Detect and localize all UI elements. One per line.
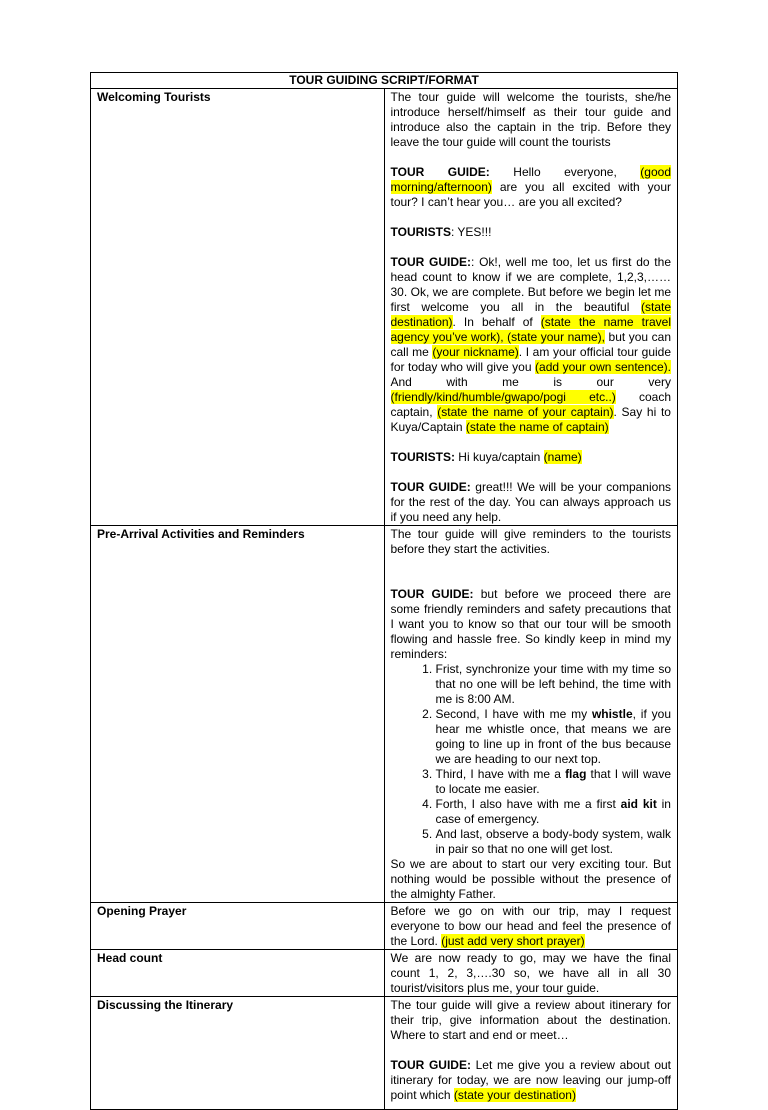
placeholder-highlight: (state the name of captain) bbox=[465, 420, 609, 434]
speaker-label: TOUR GUIDE: bbox=[390, 480, 471, 494]
pre-arrival-closing: So we are about to start our very exciting tour. But nothing would be possible without the presence of the almighty Father. bbox=[390, 857, 671, 901]
welcoming-intro: The tour guide will welcome the tourists, she/he introduce herself/himself as their tour guide and introduce also the captain in the trip. Before they leave the tour guide will count the tourists bbox=[390, 90, 671, 149]
placeholder-highlight: (friendly/kind/humble/gwapo/pogi etc..) bbox=[390, 390, 616, 404]
welcoming-guide-line-3: TOUR GUIDE: great!!! We will be your companions for the rest of the day. You can always approach us if you need any help. bbox=[390, 480, 671, 524]
list-item: 3. Third, I have with me a flag that I will wave to locate me easier. bbox=[436, 767, 672, 797]
placeholder-highlight: (state the name of your captain) bbox=[437, 405, 614, 419]
script-document bbox=[90, 72, 678, 1110]
welcoming-guide-line-1: TOUR GUIDE: Hello everyone, (good morning/afternoon) are you all excited with your tour? I can’t hear you… are you all excited? bbox=[390, 165, 671, 209]
section-content-headcount bbox=[384, 950, 678, 997]
reminders-list bbox=[391, 662, 672, 857]
script-table bbox=[90, 72, 678, 1110]
placeholder-highlight: (name) bbox=[543, 450, 582, 464]
section-label-itinerary: Discussing the Itinerary bbox=[91, 997, 385, 1110]
table-row-prayer bbox=[91, 903, 678, 950]
title-row bbox=[91, 73, 678, 89]
welcoming-tourists-line-1: TOURISTS: YES!!! bbox=[390, 225, 492, 239]
welcoming-tourists-line-2: TOURISTS: Hi kuya/captain (name) bbox=[390, 450, 582, 464]
document-title: TOUR GUIDING SCRIPT/FORMAT bbox=[91, 73, 678, 89]
headcount-text: We are now ready to go, may we have the final count 1, 2, 3,….30 so, we have all in all 30 tourist/visitors plus me, your tour guide. bbox=[390, 951, 671, 995]
placeholder-highlight: (state the name travel agency you’ve work), (state your name), bbox=[390, 315, 671, 344]
table-row-pre-arrival bbox=[91, 526, 678, 903]
placeholder-highlight: (state your destination) bbox=[453, 1088, 576, 1102]
placeholder-highlight: (just add very short prayer) bbox=[441, 934, 585, 948]
itinerary-intro: The tour guide will give a review about itinerary for their trip, give information about the destination. Where to start and end or meet… bbox=[390, 998, 671, 1042]
section-content-itinerary bbox=[384, 997, 678, 1110]
section-content-welcoming bbox=[384, 89, 678, 526]
placeholder-highlight: (good morning/afternoon) bbox=[390, 165, 671, 194]
table-row-headcount bbox=[91, 950, 678, 997]
speaker-label: TOUR GUIDE: bbox=[390, 1058, 471, 1072]
itinerary-guide-line: TOUR GUIDE: Let me give you a review about out itinerary for today, we are now leaving our jump-off point which (state your destination) bbox=[390, 1058, 671, 1102]
placeholder-highlight: (state destination) bbox=[390, 300, 671, 329]
list-item: 1. Frist, synchronize your time with my time so that no one will be left behind, the time with me is 8:00 AM. bbox=[436, 662, 672, 707]
speaker-label: TOUR GUIDE: bbox=[390, 255, 472, 269]
prayer-text: Before we go on with our trip, may I request everyone to bow our head and feel the presence of the Lord. (just add very short prayer) bbox=[390, 904, 671, 948]
placeholder-highlight: (add your own sentence). bbox=[535, 360, 671, 374]
section-label-headcount: Head count bbox=[91, 950, 385, 997]
pre-arrival-guide-line: TOUR GUIDE: but before we proceed there are some friendly reminders and safety precautions that I want you to know so that our tour will be smooth flowing and hassle free. So kindly keep in mind my reminders: bbox=[390, 587, 671, 661]
speaker-label: TOURISTS: bbox=[390, 450, 455, 464]
section-label-prayer: Opening Prayer bbox=[91, 903, 385, 950]
table-row-welcoming bbox=[91, 89, 678, 526]
speaker-label: TOUR GUIDE: bbox=[390, 587, 474, 601]
welcoming-guide-line-2: TOUR GUIDE:: Ok!, well me too, let us first do the head count to know if we are complete, 1,2,3,…… 30. Ok, we are complete. But before we begin let me first welcome you all in the beautiful (state destination). In behalf of (state the name travel agency you’ve work), (state your name), but you can call me (your nickname). I am your official tour guide for today who will give you (add your own sentence). And with me is our very (friendly/kind/humble/gwapo/pogi etc..) coach captain, (state the name of your captain). Say hi to Kuya/Captain (state the name of captain) bbox=[390, 255, 672, 434]
table-row-itinerary bbox=[91, 997, 678, 1110]
speaker-label: TOUR GUIDE: bbox=[390, 165, 490, 179]
list-item: 5. And last, observe a body-body system, walk in pair so that no one will get lost. bbox=[436, 827, 672, 857]
pre-arrival-intro: The tour guide will give reminders to the tourists before they start the activities. bbox=[390, 527, 671, 556]
section-label-welcoming: Welcoming Tourists bbox=[91, 89, 385, 526]
section-content-prayer bbox=[384, 903, 678, 950]
section-content-pre-arrival bbox=[384, 526, 678, 903]
placeholder-highlight: (your nickname) bbox=[432, 345, 519, 359]
list-item: 4. Forth, I also have with me a first aid kit in case of emergency. bbox=[436, 797, 672, 827]
section-label-pre-arrival: Pre-Arrival Activities and Reminders bbox=[91, 526, 385, 903]
speaker-label: TOURISTS bbox=[390, 225, 451, 239]
list-item: 2. Second, I have with me my whistle, if you hear me whistle once, that means we are going to line up in front of the bus because we are heading to our next top. bbox=[436, 707, 672, 767]
